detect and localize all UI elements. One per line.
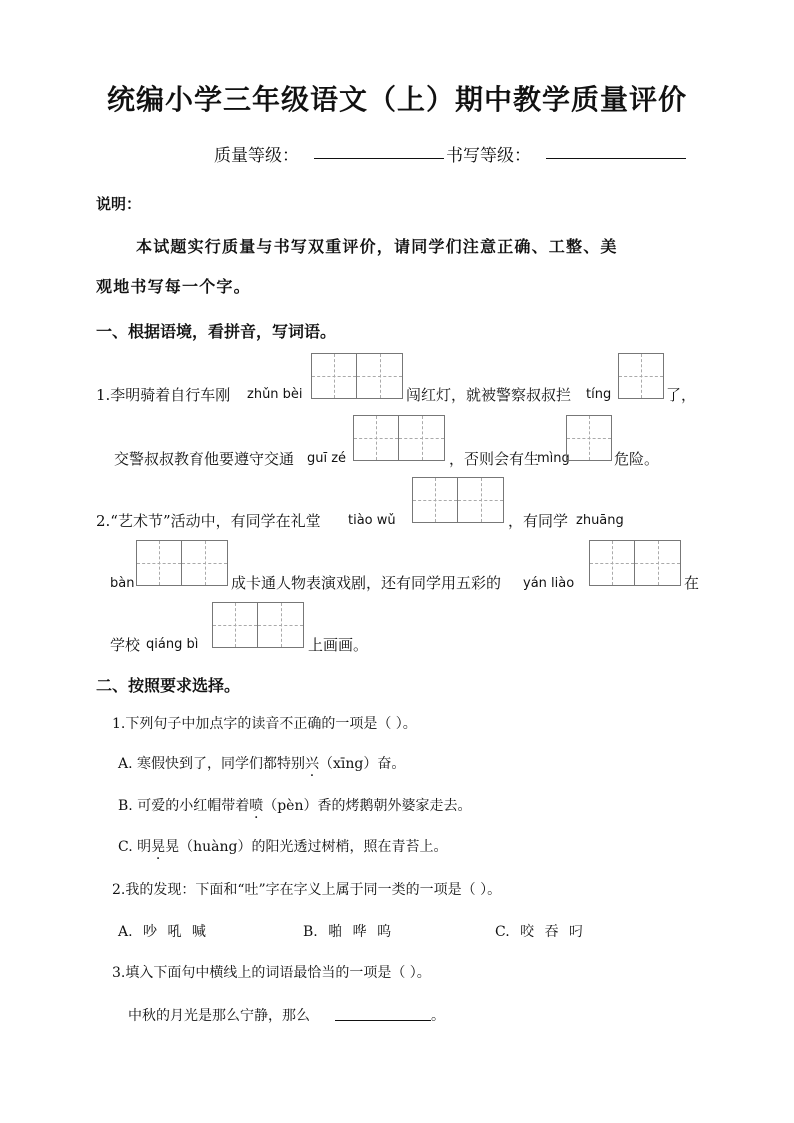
s1q1-text-e: ，否则会有生 (449, 450, 540, 468)
s2q1-option-a-post: （xīng）奋。 (319, 756, 406, 772)
s1q2-text-e: 学校 (110, 636, 141, 654)
section-2-heading: 二、按照要求选择。 (96, 676, 241, 695)
s1q1-pinyin-2: tíng (586, 387, 612, 402)
writing-box-ting[interactable] (618, 353, 664, 399)
s2q1-option-a-pre: A. 寒假快到了，同学们都特别 (118, 756, 306, 772)
s1q2-text-b: ，有同学 (508, 512, 569, 530)
s1q2-pinyin-4: qiáng bì (146, 637, 199, 652)
s2q2-option-b[interactable]: B. 啪 哗 呜 (303, 924, 392, 940)
s1q1-text-c: 了， (666, 386, 697, 404)
s2q3-sentence-post: 。 (431, 1008, 445, 1024)
s1q1-text-a: 1.李明骑着自行车刚 (96, 386, 231, 404)
s2q3-stem: 3.填入下面句中横线上的词语最恰当的一项是（ ）。 (112, 965, 431, 981)
s2q1-option-c[interactable] (118, 836, 447, 856)
writing-box-zhunbei[interactable] (311, 353, 403, 399)
s1q1-text-b: 闯红灯，就被警察叔叔拦 (406, 386, 572, 404)
s2q2-option-a[interactable]: A. 吵 吼 喊 (118, 924, 206, 940)
s2q3-sentence-pre: 中秋的月光是那么宁静，那么 (128, 1008, 310, 1024)
note-line-2: 观地书写每一个字。 (96, 277, 251, 296)
quality-grade-label: 质量等级： (214, 146, 299, 166)
s1q2-text-f: 上画画。 (308, 636, 369, 654)
section-1-heading: 一、根据语境，看拼音，写词语。 (96, 322, 337, 341)
s2q1-option-b-pre: B. 可爱的小红帽带着 (118, 798, 250, 814)
writing-box-guize[interactable] (353, 415, 445, 461)
page-title: 统编小学三年级语文（上）期中教学质量评价 (106, 83, 687, 116)
s2q1-option-b[interactable] (118, 795, 471, 815)
s1q1-text-d: 交警叔叔教育他要遵守交通 (114, 450, 295, 468)
writing-box-zhuangban[interactable] (136, 540, 228, 586)
s1q1-pinyin-3: guī zé (307, 451, 347, 466)
s1q2-text-c: 成卡通人物表演戏剧，还有同学用五彩的 (231, 574, 502, 592)
note-line-1: 本试题实行质量与书写双重评价，请同学们注意正确、工整、美 (136, 237, 618, 256)
s1q2-pinyin-2a: zhuāng (576, 513, 624, 528)
s2q1-option-c-pre: C. 明 (118, 839, 152, 855)
s2q1-option-c-dotted: 晃 (151, 839, 166, 855)
quality-grade-field[interactable] (314, 158, 444, 159)
s1q1-pinyin-1: zhǔn bèi (247, 387, 303, 402)
s2q1-option-b-post: （pèn）香的烤鹅朝外婆家走去。 (263, 798, 472, 814)
s2q1-option-c-post: 晃（huàng）的阳光透过树梢，照在青苔上。 (165, 839, 448, 855)
writing-grade-label: 书写等级： (446, 146, 531, 166)
writing-box-tiaowu[interactable] (412, 477, 504, 523)
s1q2-pinyin-2b: bàn (110, 576, 135, 591)
s2q3-blank[interactable] (335, 1020, 431, 1021)
writing-box-qiangbi[interactable] (212, 602, 304, 648)
writing-box-yanliao[interactable] (589, 540, 681, 586)
s2q1-option-b-dotted: 喷 (249, 798, 264, 814)
s2q2-option-c[interactable]: C. 咬 吞 叼 (495, 924, 584, 940)
s2q1-option-a-dotted: 兴 (305, 756, 320, 772)
s1q2-text-d: 在 (684, 574, 700, 592)
writing-grade-field[interactable] (546, 158, 686, 159)
s2q1-option-a[interactable] (118, 753, 405, 773)
s1q2-text-a: 2.“艺术节”活动中，有同学在礼堂 (96, 512, 321, 530)
s1q1-pinyin-4: mìng (537, 451, 570, 466)
writing-box-ming[interactable] (566, 415, 612, 461)
s2q2-stem: 2.我的发现：下面和“吐”字在字义上属于同一类的一项是（ ）。 (112, 882, 502, 898)
s1q2-pinyin-3: yán liào (523, 576, 575, 591)
s1q1-text-f: 危险。 (614, 450, 660, 468)
s1q2-pinyin-1: tiào wǔ (348, 513, 396, 528)
note-label: 说明： (96, 195, 142, 213)
s2q1-stem: 1.下列句子中加点字的读音不正确的一项是（ ）。 (112, 716, 417, 732)
